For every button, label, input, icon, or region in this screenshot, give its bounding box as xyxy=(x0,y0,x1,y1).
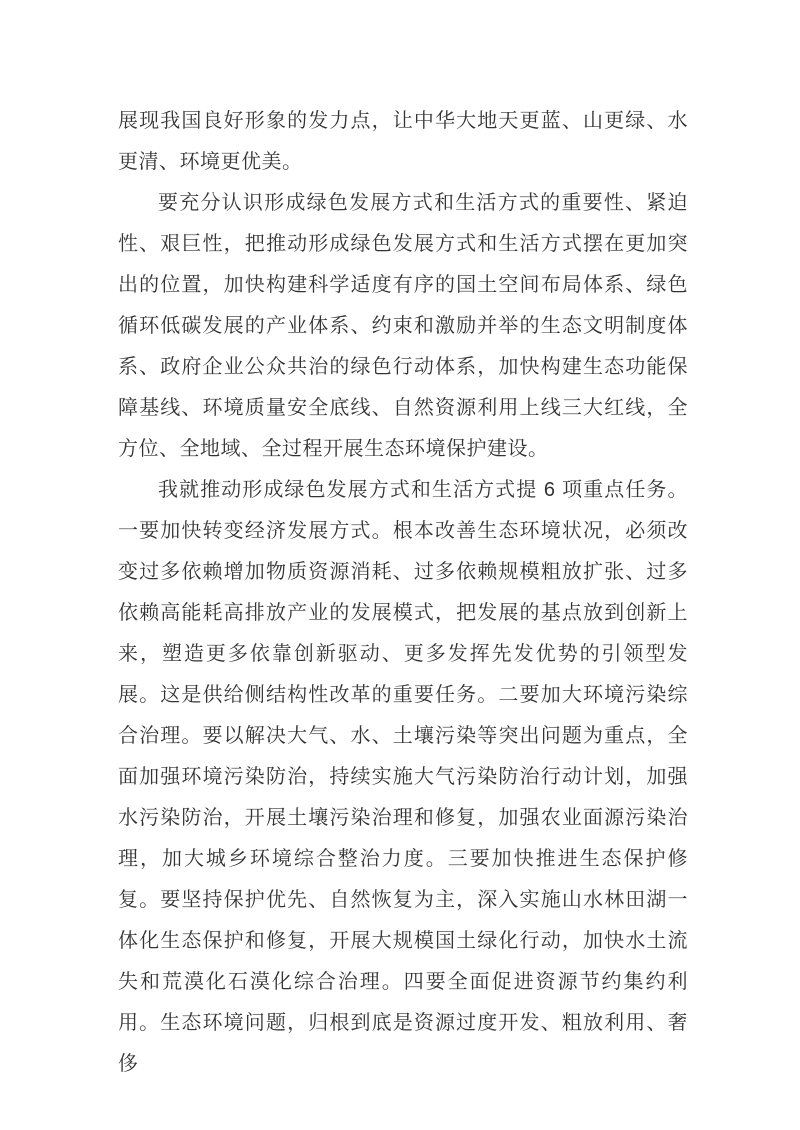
paragraph-continuation: 展现我国良好形象的发力点，让中华大地天更蓝、山更绿、水更清、环境更优美。 xyxy=(118,110,688,173)
paragraph-six-key-tasks: 我就推动形成绿色发展方式和生活方式提 6 项重点任务。一要加快转变经济发展方式。根本改善生态环境状况，必须改变过多依赖增加物质资源消耗、过多依赖规模粗放扩张、过多依赖高能耗高排放产业的发展模式，把发展的基点放到创新上来，塑造更多依靠创新驱动、更多发挥先发优势的引领型发展。这是供给侧结构性改革的重要任务。二要加大环境污染综合治理。要以解决大气、水、土壤污染等突出问题为重点，全面加强环境污染防治，持续实施大气污染防治行动计划，加强水污染防治，开展土壤污染治理和修复，加强农业面源污染治理，加大城乡环境综合整治力度。三要加快推进生态保护修复。要坚持保护优先、自然恢复为主，深入实施山水林田湖一体化生态保护和修复，开展大规模国土绿化行动，加快水土流失和荒漠化石漠化综合治理。四要全面促进资源节约集约利用。生态环境问题，归根到底是资源过度开发、粗放利用、奢侈 xyxy=(118,479,688,1075)
paragraph-green-development-importance: 要充分认识形成绿色发展方式和生活方式的重要性、紧迫性、艰巨性，把推动形成绿色发展方式和生活方式摆在更加突出的位置，加快构建科学适度有序的国土空间布局体系、绿色循环低碳发展的产业体系、约束和激励并举的生态文明制度体系、政府企业公众共治的绿色行动体系，加快构建生态功能保障基线、环境质量安全底线、自然资源利用上线三大红线，全方位、全地域、全过程开展生态环境保护建设。 xyxy=(118,192,688,460)
